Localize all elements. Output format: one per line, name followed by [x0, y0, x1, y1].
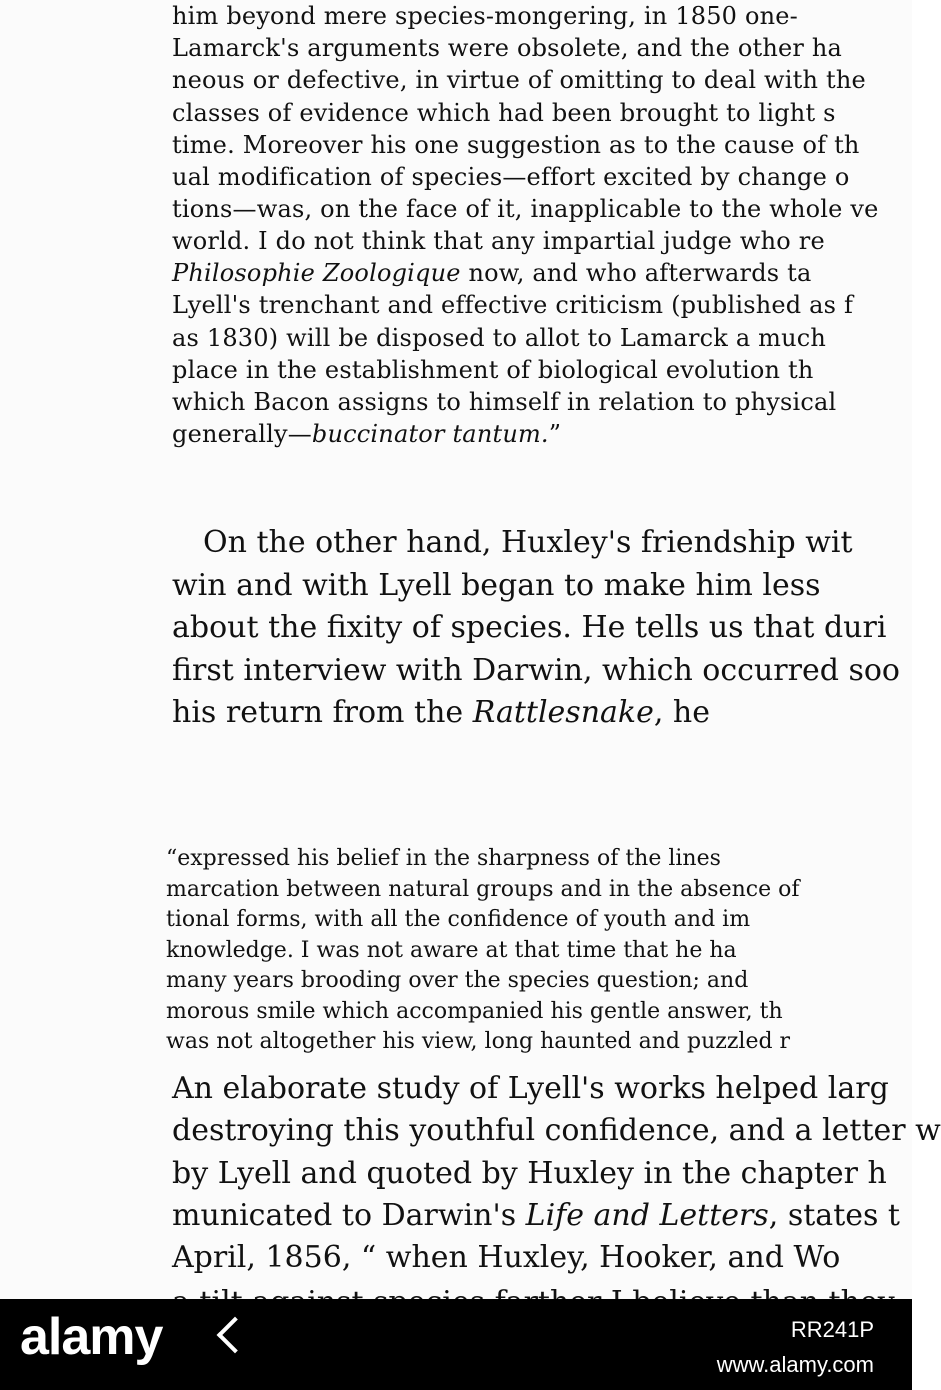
- text-line: place in the establishment of biological evolution th: [172, 356, 814, 384]
- text-line: Lyell's trenchant and effective criticism (published as f: [172, 291, 854, 319]
- italic-ship-name: Rattlesnake: [472, 695, 654, 730]
- text-line: [172, 1198, 900, 1233]
- site-url-label: www.alamy.com: [716, 1352, 874, 1377]
- italic-title: Philosophie Zoologique: [172, 259, 461, 287]
- text-line: Lamarck's arguments were obsolete, and the other ha: [172, 34, 843, 62]
- text-fragment: , states t: [768, 1198, 900, 1233]
- text-line: world. I do not think that any impartial judge who re: [172, 227, 825, 255]
- text-line: which Bacon assigns to himself in relation to physical: [172, 388, 837, 416]
- text-fragment: now, and who afterwards ta: [460, 259, 812, 287]
- quote-line: knowledge. I was not aware at that time that he ha: [166, 938, 737, 963]
- text-line: first interview with Darwin, which occurred soo: [172, 653, 900, 688]
- text-line: time. Moreover his one suggestion as to the cause of th: [172, 131, 860, 159]
- text-line: ual modification of species—effort excited by change o: [172, 163, 850, 191]
- quote-line: morous smile which accompanied his gentle answer, th: [166, 999, 783, 1024]
- quote-line: marcation between natural groups and in the absence of: [166, 877, 800, 902]
- text-line: neous or defective, in virtue of omitting to deal with the: [172, 66, 866, 94]
- text-fragment: municated to Darwin's: [172, 1198, 526, 1233]
- text-line: An elaborate study of Lyell's works helped larg: [172, 1071, 889, 1106]
- text-line: as 1830) will be disposed to allot to Lamarck a much: [172, 324, 827, 352]
- text-line: [172, 695, 711, 730]
- quote-line: was not altogether his view, long haunted and puzzled r: [166, 1029, 791, 1054]
- text-fragment: , he: [653, 695, 711, 730]
- text-line: [172, 422, 561, 446]
- quote-line: “expressed his belief in the sharpness of the lines: [166, 846, 721, 871]
- text-line: On the other hand, Huxley's friendship wit: [203, 525, 853, 560]
- quote-line: tional forms, with all the confidence of youth and im: [166, 907, 751, 932]
- text-line: tions—was, on the face of it, inapplicable to the whole ve: [172, 195, 879, 223]
- italic-phrase: buccinator tantum.: [311, 420, 549, 448]
- quote-line: many years brooding over the species question; and: [166, 968, 749, 993]
- text-line: classes of evidence which had been brought to light s: [172, 99, 836, 127]
- text-fragment: his return from the: [172, 695, 473, 730]
- text-line: win and with Lyell began to make him less: [172, 568, 821, 603]
- text-fragment: ”: [548, 420, 562, 448]
- text-line: him beyond mere species-mongering, in 1850 one-: [172, 2, 798, 30]
- text-line: April, 1856, “ when Huxley, Hooker, and Wo: [172, 1240, 841, 1275]
- italic-book-title: Life and Letters: [525, 1198, 769, 1233]
- text-line: about the fixity of species. He tells us that duri: [172, 610, 887, 645]
- image-id-label: RR241P: [790, 1317, 874, 1342]
- text-fragment: generally—: [172, 420, 312, 448]
- alamy-logo: alamy: [20, 1308, 163, 1366]
- text-line: [172, 261, 812, 285]
- text-line: destroying this youthful confidence, and a letter w: [172, 1113, 941, 1148]
- text-line: by Lyell and quoted by Huxley in the chapter h: [172, 1156, 887, 1191]
